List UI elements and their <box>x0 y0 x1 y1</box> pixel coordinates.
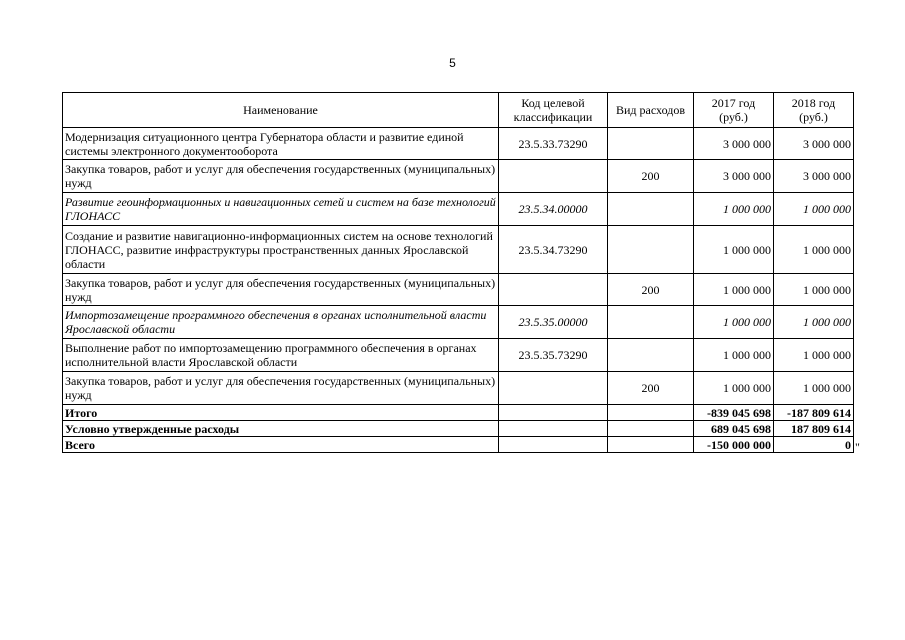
row-name: Импортозамещение программного обеспечения в органах исполнительной власти Ярославской области <box>63 306 499 339</box>
row-2017: 3 000 000 <box>694 160 774 193</box>
row-2017: 1 000 000 <box>694 372 774 405</box>
row-2018: 1 000 000 <box>774 226 854 274</box>
row-2018: -187 809 614 <box>774 405 854 421</box>
row-2018: 1 000 000 <box>774 274 854 306</box>
row-expense-type <box>608 405 694 421</box>
row-expense-type <box>608 128 694 160</box>
row-name: Развитие геоинформационных и навигационных сетей и систем на базе технологий ГЛОНАСС <box>63 193 499 226</box>
row-2018: 3 000 000 <box>774 128 854 160</box>
row-2017: -150 000 000 <box>694 437 774 453</box>
row-expense-type <box>608 421 694 437</box>
page-number: 5 <box>449 56 456 70</box>
row-expense-type <box>608 306 694 339</box>
row-2017: 1 000 000 <box>694 339 774 372</box>
row-name: Закупка товаров, работ и услуг для обеспечения государственных (муниципальных) нужд <box>63 372 499 405</box>
row-2017: 689 045 698 <box>694 421 774 437</box>
row-name: Закупка товаров, работ и услуг для обеспечения государственных (муниципальных) нужд <box>63 274 499 306</box>
row-2018: 1 000 000 <box>774 339 854 372</box>
table-row <box>63 160 854 193</box>
row-2017: 1 000 000 <box>694 193 774 226</box>
table-row <box>63 226 854 274</box>
row-expense-type <box>608 437 694 453</box>
header-2017: 2017 год (руб.) <box>694 93 774 128</box>
row-code: 23.5.34.00000 <box>499 193 608 226</box>
row-2018: 3 000 000 <box>774 160 854 193</box>
row-2018: 1 000 000 <box>774 372 854 405</box>
row-2018: 187 809 614 <box>774 421 854 437</box>
row-2017: 1 000 000 <box>694 274 774 306</box>
row-expense-type <box>608 226 694 274</box>
row-expense-type: 200 <box>608 274 694 306</box>
row-code <box>499 372 608 405</box>
row-code: 23.5.34.73290 <box>499 226 608 274</box>
table-row <box>63 274 854 306</box>
row-name: Всего <box>63 437 499 453</box>
table-row <box>63 339 854 372</box>
table-row <box>63 306 854 339</box>
row-code <box>499 160 608 193</box>
table-header-row <box>63 93 854 128</box>
table-row-conditional <box>63 421 854 437</box>
row-2017: 1 000 000 <box>694 226 774 274</box>
row-2017: 1 000 000 <box>694 306 774 339</box>
row-name: Итого <box>63 405 499 421</box>
row-expense-type <box>608 193 694 226</box>
row-name: Модернизация ситуационного центра Губернатора области и развитие единой системы электронного документооборота <box>63 128 499 160</box>
closing-quote-mark: " <box>855 440 860 454</box>
row-name: Закупка товаров, работ и услуг для обеспечения государственных (муниципальных) нужд <box>63 160 499 193</box>
row-code <box>499 274 608 306</box>
row-expense-type: 200 <box>608 372 694 405</box>
row-2018: 0 <box>774 437 854 453</box>
row-2018: 1 000 000 <box>774 306 854 339</box>
table-row <box>63 193 854 226</box>
row-expense-type: 200 <box>608 160 694 193</box>
header-2018: 2018 год (руб.) <box>774 93 854 128</box>
row-2017: 3 000 000 <box>694 128 774 160</box>
row-expense-type <box>608 339 694 372</box>
row-code <box>499 421 608 437</box>
budget-table <box>62 92 854 453</box>
row-2018: 1 000 000 <box>774 193 854 226</box>
row-name: Условно утвержденные расходы <box>63 421 499 437</box>
row-name: Выполнение работ по импортозамещению программного обеспечения в органах исполнительной власти Ярославской области <box>63 339 499 372</box>
table-row <box>63 128 854 160</box>
table-row-total <box>63 405 854 421</box>
row-code: 23.5.35.00000 <box>499 306 608 339</box>
row-2017: -839 045 698 <box>694 405 774 421</box>
table-row-grand-total <box>63 437 854 453</box>
row-code <box>499 405 608 421</box>
row-name: Создание и развитие навигационно-информационных систем на основе технологий ГЛОНАСС, развитие инфраструктуры пространственных данных Ярославской области <box>63 226 499 274</box>
row-code: 23.5.33.73290 <box>499 128 608 160</box>
row-code <box>499 437 608 453</box>
table-row <box>63 372 854 405</box>
header-name: Наименование <box>63 93 499 128</box>
header-code: Код целевой классификации <box>499 93 608 128</box>
header-expense-type: Вид расходов <box>608 93 694 128</box>
row-code: 23.5.35.73290 <box>499 339 608 372</box>
